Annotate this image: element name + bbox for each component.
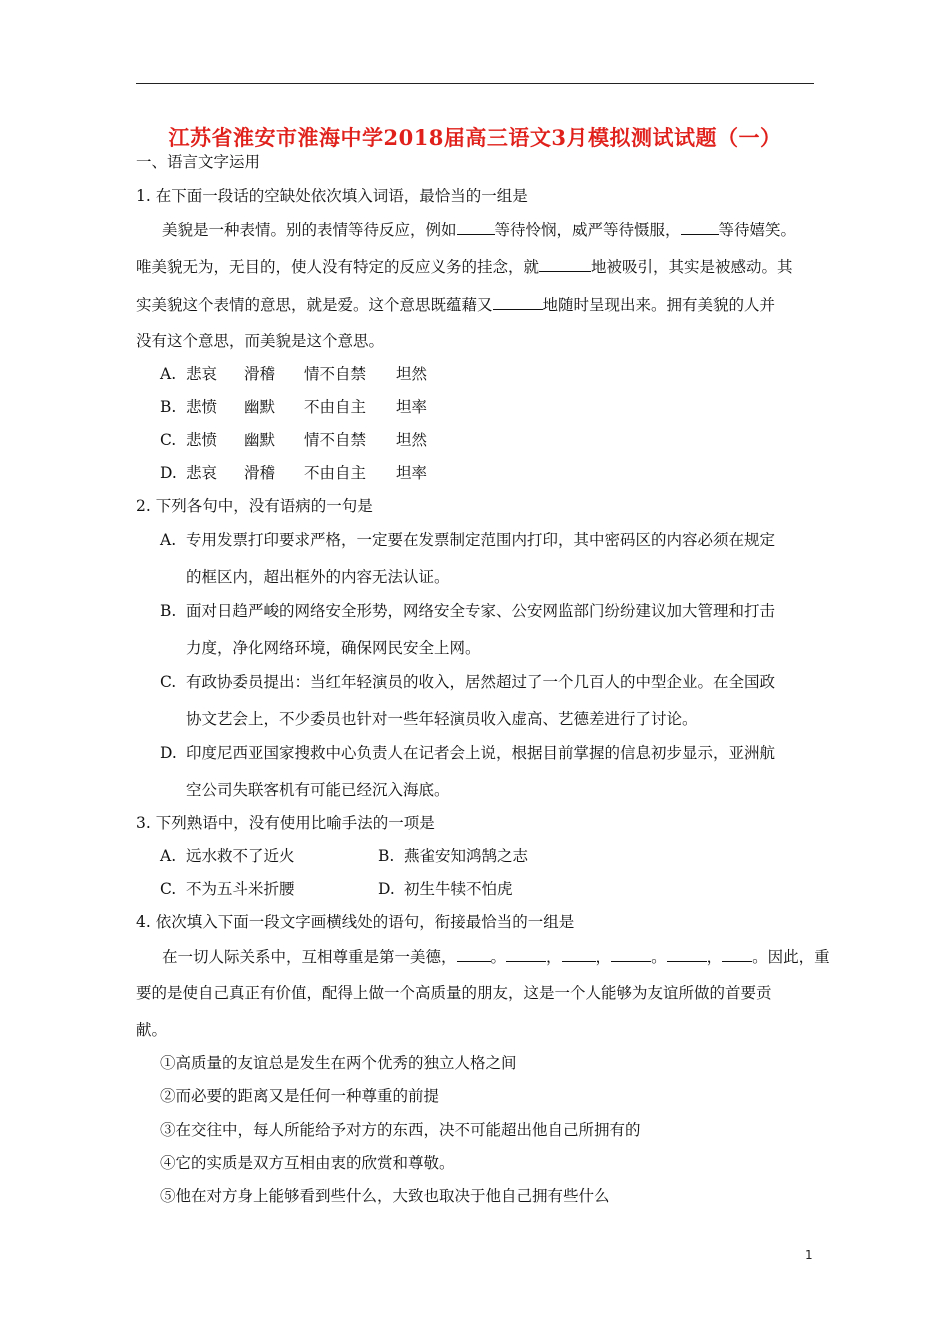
option-word: 坦然 [396,365,428,383]
option-key: A. [160,365,177,383]
option-word: 悲哀 [186,365,218,383]
fill-blank [457,219,495,235]
option-key: B. [378,847,395,865]
fill-blank [611,946,651,962]
option-word: 幽默 [244,431,276,449]
option-word: 坦率 [396,464,428,482]
option-word: 幽默 [244,398,276,416]
passage-text: 地被吸引，其实是被感动。其 [591,258,793,276]
question-4-item: ⑤他在对方身上能够看到些什么，大致也取决于他自己拥有些什么 [160,1187,610,1205]
passage-text: 美貌是一种表情。别的表情等待反应，例如 [162,221,457,239]
option-word: 情不自禁 [304,431,367,449]
question-4-item: ③在交往中，每人所能给予对方的东西，决不可能超出他自己所拥有的 [160,1121,641,1139]
question-4-passage-line: 要的是使自己真正有价值，配得上做一个高质量的朋友，这是一个人能够为友谊所做的首要贡 [136,984,772,1002]
option-key: C. [160,431,177,449]
question-1-passage-line: 没有这个意思，而美貌是这个意思。 [136,332,385,350]
fill-blank [722,946,752,962]
option-text: 不为五斗米折腰 [186,880,295,898]
option-text: 远水救不了近火 [186,847,295,865]
question-4-item: ①高质量的友谊总是发生在两个优秀的独立人格之间 [160,1054,517,1072]
option-text: 燕雀安知鸿鹄之志 [404,847,529,865]
option-word: 悲愤 [186,431,218,449]
question-2-option-b [160,601,775,621]
passage-text: 实美貌这个表情的意思，就是爱。这个意思既蕴藉又 [136,296,493,314]
option-word: 悲愤 [186,398,218,416]
page-title: 江苏省淮安市淮海中学2018届高三语文3月模拟测试试题（一） [168,125,782,150]
question-2-option-b-cont: 力度，净化网络环境，确保网民安全上网。 [186,639,481,657]
question-3-options-row [160,879,513,899]
question-4-passage-line: 献。 [136,1021,168,1039]
question-1-option-b [160,397,427,417]
header-rule [136,83,814,84]
question-1-option-c [160,430,427,450]
option-key: A. [160,847,177,865]
fill-blank [493,294,543,310]
fill-blank [539,256,591,272]
option-text: 初生牛犊不怕虎 [404,880,513,898]
passage-text: 等待嬉笑。 [718,221,797,239]
option-word: 不由自主 [304,464,367,482]
question-2-option-a-cont: 的框区内，超出框外的内容无法认证。 [186,568,450,586]
option-word: 悲哀 [186,464,218,482]
option-key: B. [160,398,177,416]
section-heading: 一、语言文字运用 [136,153,261,171]
passage-text: 等待怜悯，威严等待慑服， [494,221,681,239]
option-text: 有政协委员提出：当红年轻演员的收入，居然超过了一个几百人的中型企业。在全国政 [186,673,776,691]
fill-blank [506,946,546,962]
passage-text: 。因此，重 [752,948,830,966]
question-2-option-d [160,743,775,763]
question-1-option-d [160,463,427,483]
option-text: 专用发票打印要求严格，一定要在发票制定范围内打印，其中密码区的内容必须在规定 [186,531,776,549]
option-key: C. [160,880,177,898]
option-key: D. [160,464,177,482]
option-word: 滑稽 [244,365,276,383]
option-key: A. [160,531,177,549]
passage-text: 地随时呈现出来。拥有美貌的人并 [542,296,776,314]
option-key: B. [160,602,177,620]
question-4-item: ④它的实质是双方互相由衷的欣赏和尊敬。 [160,1154,455,1172]
question-4-item: ②而必要的距离又是任何一种尊重的前提 [160,1087,440,1105]
option-word: 坦率 [396,398,428,416]
question-1-passage-line [136,294,775,315]
question-2-stem: 2. 下列各句中，没有语病的一句是 [136,497,373,515]
option-key: D. [160,744,177,762]
question-2-option-c-cont: 协文艺会上，不少委员也针对一些年轻演员收入虚高、艺德差进行了讨论。 [186,710,698,728]
passage-text: 唯美貌无为，无目的，使人没有特定的反应义务的挂念，就 [136,258,540,276]
question-2-option-c [160,672,775,692]
question-1-passage-line [162,219,796,240]
option-text: 面对日趋严峻的网络安全形势，网络安全专家、公安网监部门纷纷建议加大管理和打击 [186,602,776,620]
option-text: 印度尼西亚国家搜救中心负责人在记者会上说，根据目前掌握的信息初步显示，亚洲航 [186,744,776,762]
option-key: C. [160,673,177,691]
question-1-stem: 1. 在下面一段话的空缺处依次填入词语，最恰当的一组是 [136,187,528,205]
question-1-option-a [160,364,427,384]
question-2-option-a [160,530,775,550]
fill-blank [681,219,719,235]
option-key: D. [378,880,395,898]
option-word: 情不自禁 [304,365,367,383]
option-word: 滑稽 [244,464,276,482]
option-word: 坦然 [396,431,428,449]
question-1-passage-line [136,256,793,277]
question-3-options-row [160,846,528,866]
page-number: 1 [805,1248,813,1262]
question-4-passage-line: 在一切人际关系中，互相尊重是第一美德， 。 ， ， 。 ， 。因此，重 [162,948,830,966]
question-4-stem: 4. 依次填入下面一段文字画横线处的语句，衔接最恰当的一组是 [136,913,575,931]
fill-blank [562,946,596,962]
question-2-option-d-cont: 空公司失联客机有可能已经沉入海底。 [186,781,450,799]
question-3-stem: 3. 下列熟语中，没有使用比喻手法的一项是 [136,814,435,832]
fill-blank [457,946,491,962]
fill-blank [667,946,707,962]
option-word: 不由自主 [304,398,367,416]
passage-text: 在一切人际关系中，互相尊重是第一美德， [162,948,457,966]
